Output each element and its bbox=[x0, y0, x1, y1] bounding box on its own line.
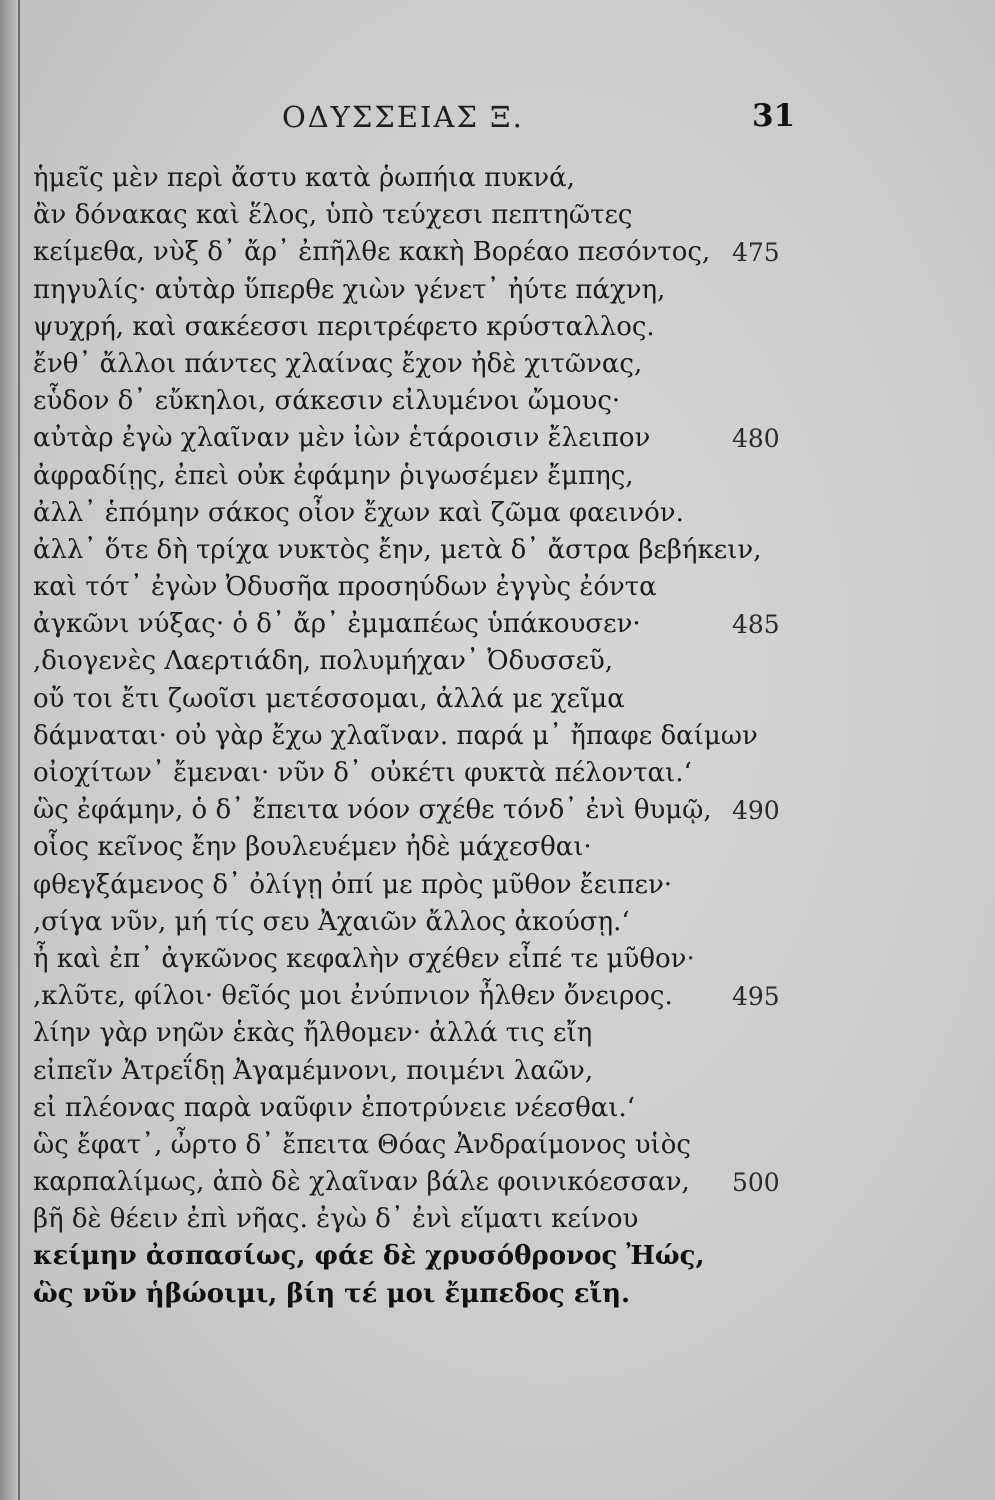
verse-text: πηγυλίς· αὐτὰρ ὕπερθε χιὼν γένετ᾽ ἠύτε πάχνη, bbox=[33, 274, 666, 305]
verse-text: καρπαλίμως, ἀπὸ δὲ χλαῖναν βάλε φοινικόεσσαν, bbox=[33, 1167, 690, 1198]
verse-line bbox=[0, 383, 995, 420]
verse-line bbox=[0, 718, 995, 755]
verse-line bbox=[0, 197, 995, 234]
verse-text: βῆ δὲ θέειν ἐπὶ νῆας. ἐγὼ δ᾽ ἐνὶ εἵματι κείνου bbox=[33, 1204, 639, 1235]
verse-line bbox=[0, 1201, 995, 1238]
verse-line bbox=[0, 234, 995, 271]
page-header bbox=[0, 90, 995, 140]
verse-block bbox=[0, 160, 995, 1313]
line-number: 495 bbox=[732, 982, 780, 1012]
verse-text: ἔνθ᾽ ἄλλοι πάντες χλαίνας ἔχον ἠδὲ χιτῶνας, bbox=[33, 348, 643, 379]
verse-line bbox=[0, 272, 995, 309]
verse-text: ἡμεῖς μὲν περὶ ἄστυ κατὰ ῥωπήια πυκνά, bbox=[33, 163, 575, 193]
verse-text: οἷος κεῖνος ἔην βουλευέμεν ἠδὲ μάχεσθαι· bbox=[33, 832, 592, 863]
verse-text: οὔ τοι ἔτι ζωοῖσι μετέσσομαι, ἀλλά με χεῖμα bbox=[33, 683, 625, 714]
verse-text: ἀγκῶνι νύξας· ὁ δ᾽ ἄρ᾽ ἐμμαπέως ὑπάκουσεν· bbox=[33, 609, 641, 640]
verse-line bbox=[0, 681, 995, 718]
verse-line bbox=[0, 458, 995, 495]
verse-text: ,κλῦτε, φίλοι· θεῖός μοι ἐνύπνιον ἦλθεν ὄνειρος. bbox=[33, 981, 673, 1012]
verse-text: καὶ τότ᾽ ἐγὼν Ὀδυσῆα προσηύδων ἐγγὺς ἐόντα bbox=[33, 572, 657, 603]
verse-line bbox=[0, 309, 995, 346]
verse-text: οἰοχίτων᾽ ἔμεναι· νῦν δ᾽ οὐκέτι φυκτὰ πέλονται.‘ bbox=[33, 758, 692, 788]
page-number: 31 bbox=[752, 98, 796, 134]
verse-text: φθεγξάμενος δ᾽ ὀλίγῃ ὀπί με πρὸς μῦθον ἔειπεν· bbox=[33, 869, 673, 900]
line-number: 485 bbox=[732, 610, 780, 640]
line-number: 480 bbox=[732, 424, 780, 454]
verse-line bbox=[0, 904, 995, 941]
verse-line bbox=[0, 829, 995, 866]
verse-line bbox=[0, 755, 995, 792]
verse-line bbox=[0, 420, 995, 457]
verse-line bbox=[0, 792, 995, 829]
verse-text: ὣς ἔφατ᾽, ὦρτο δ᾽ ἔπειτα Θόας Ἀνδραίμονος υἱὸς bbox=[33, 1129, 691, 1160]
verse-line bbox=[0, 643, 995, 680]
verse-line bbox=[0, 1053, 995, 1090]
verse-text: ἀλλ᾽ ἑπόμην σάκος οἶον ἔχων καὶ ζῶμα φαεινόν. bbox=[33, 497, 684, 528]
verse-line bbox=[0, 941, 995, 978]
line-number: 475 bbox=[732, 238, 780, 268]
verse-text: εἰπεῖν Ἀτρεΐδῃ Ἀγαμέμνονι, ποιμένι λαῶν, bbox=[33, 1055, 594, 1086]
verse-line bbox=[0, 1276, 995, 1313]
running-title: ΟΔΥΣΣΕΙΑΣ Ξ. bbox=[282, 100, 524, 134]
verse-text: ,διογενὲς Λαερτιάδη, πολυμήχαν᾽ Ὀδυσσεῦ, bbox=[33, 646, 614, 677]
verse-line bbox=[0, 978, 995, 1015]
verse-text: ,σίγα νῦν, μή τίς σευ Ἀχαιῶν ἄλλος ἀκούσῃ.‘ bbox=[33, 906, 630, 937]
verse-line bbox=[0, 160, 995, 197]
verse-text: εὗδον δ᾽ εὔκηλοι, σάκεσιν εἰλυμένοι ὤμους· bbox=[33, 386, 621, 417]
verse-line bbox=[0, 495, 995, 532]
verse-text: ὣς νῦν ἡβώοιμι, βίη τέ μοι ἔμπεδος εἴη. bbox=[33, 1278, 631, 1309]
verse-text: δάμναται· οὐ γὰρ ἔχω χλαῖναν. παρά μ᾽ ἤπαφε δαίμων bbox=[33, 720, 758, 751]
verse-text: ἂν δόνακας καὶ ἕλος, ὑπὸ τεύχεσι πεπτηῶτες bbox=[33, 200, 633, 231]
verse-line bbox=[0, 1164, 995, 1201]
verse-text: ἀφραδίῃς, ἐπεὶ οὐκ ἐφάμην ῥιγωσέμεν ἔμπης, bbox=[33, 460, 634, 491]
verse-line bbox=[0, 867, 995, 904]
verse-text: ἀλλ᾽ ὅτε δὴ τρίχα νυκτὸς ἔην, μετὰ δ᾽ ἄστρα βεβήκειν, bbox=[33, 534, 762, 565]
verse-text: αὐτὰρ ἐγὼ χλαῖναν μὲν ἰὼν ἑτάροισιν ἔλειπον bbox=[33, 423, 651, 454]
verse-text: κείμεθα, νὺξ δ᾽ ἄρ᾽ ἐπῆλθε κακὴ Βορέαο πεσόντος, bbox=[33, 237, 711, 268]
verse-line bbox=[0, 1015, 995, 1052]
verse-text: κείμην ἀσπασίως, φάε δὲ χρυσόθρονος Ἠώς, bbox=[33, 1241, 705, 1272]
verse-text: εἰ πλέονας παρὰ ναῦφιν ἐποτρύνειε νέεσθαι.‘ bbox=[33, 1092, 635, 1123]
line-number: 500 bbox=[732, 1168, 780, 1198]
verse-line bbox=[0, 569, 995, 606]
verse-text: ὣς ἐφάμην, ὁ δ᾽ ἔπειτα νόον σχέθε τόνδ᾽ ἐνὶ θυμῷ, bbox=[33, 795, 712, 826]
verse-line bbox=[0, 1090, 995, 1127]
verse-line bbox=[0, 606, 995, 643]
verse-line bbox=[0, 346, 995, 383]
verse-text: ψυχρή, καὶ σακέεσσι περιτρέφετο κρύσταλλος. bbox=[33, 311, 655, 342]
verse-line bbox=[0, 1127, 995, 1164]
verse-text: ἦ καὶ ἐπ᾽ ἀγκῶνος κεφαλὴν σχέθεν εἶπέ τε μῦθον· bbox=[33, 943, 695, 974]
line-number: 490 bbox=[732, 796, 780, 826]
verse-text: λίην γὰρ νηῶν ἑκὰς ἤλθομεν· ἀλλά τις εἴη bbox=[33, 1018, 593, 1049]
verse-line bbox=[0, 532, 995, 569]
verse-line bbox=[0, 1238, 995, 1275]
